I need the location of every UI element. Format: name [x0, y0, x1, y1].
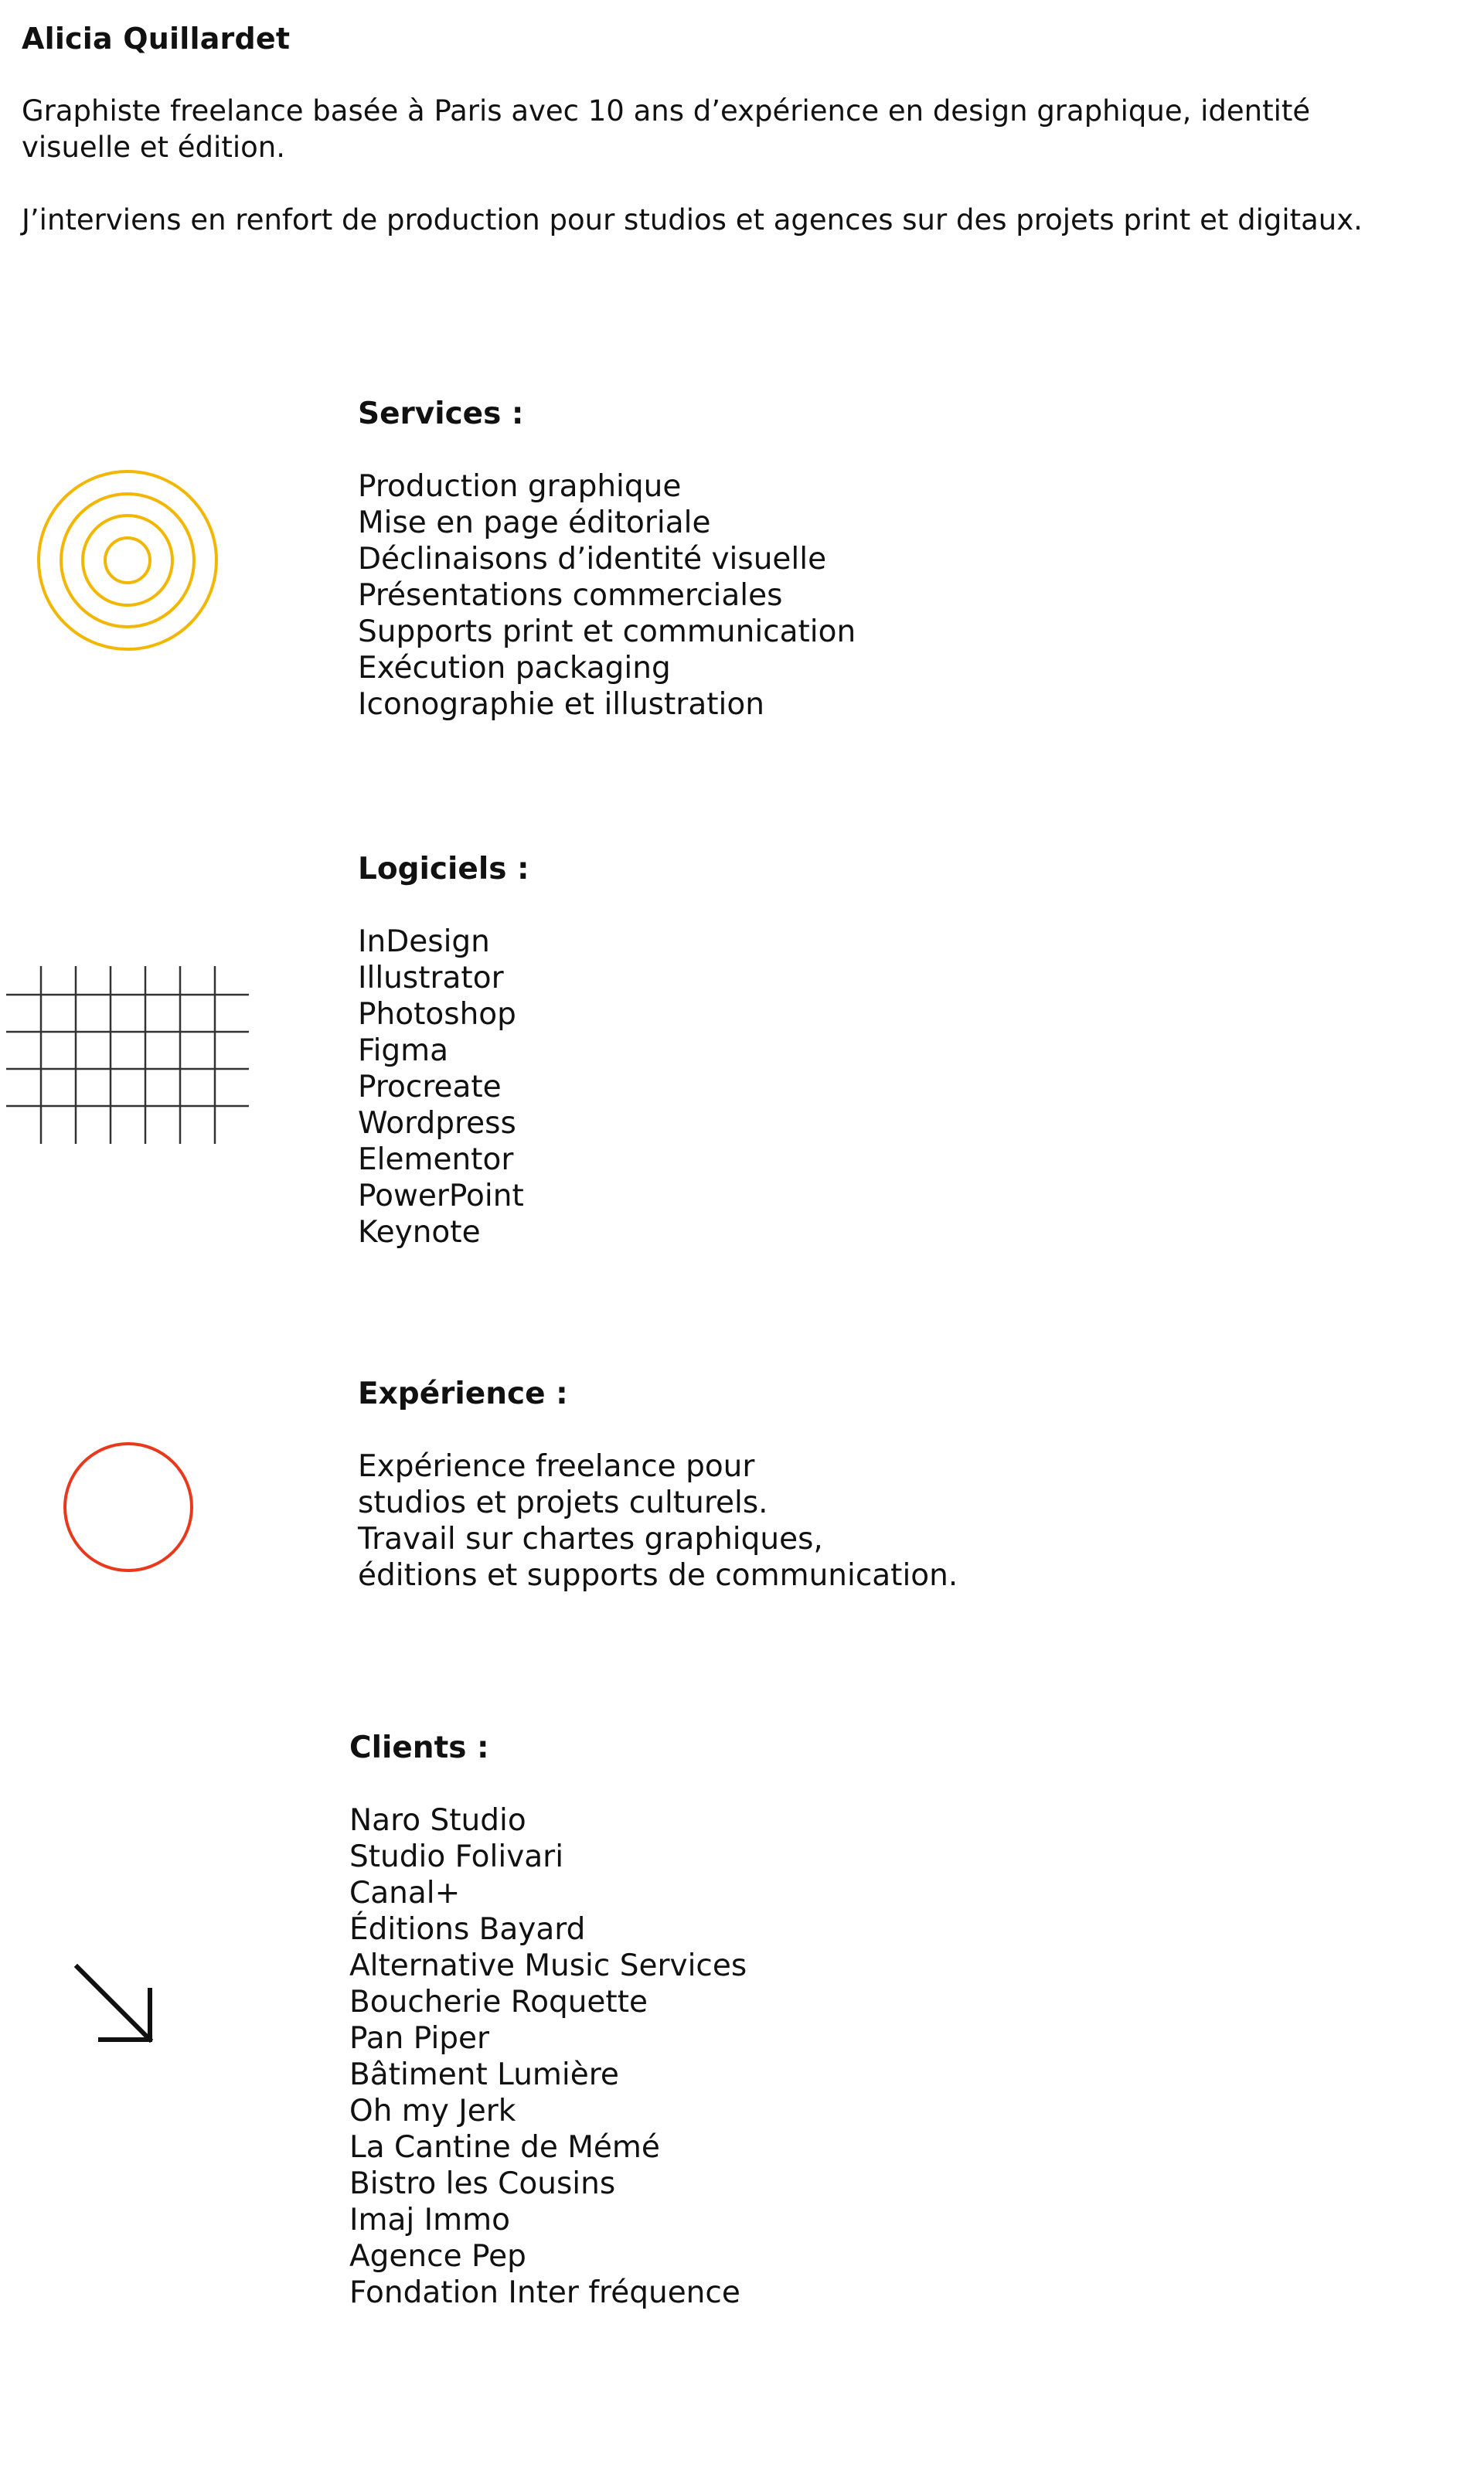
- clients-list: [349, 1802, 747, 2311]
- logiciels-item: Illustrator: [358, 961, 504, 995]
- experience-line: éditions et supports de communication.: [358, 1558, 958, 1593]
- services-item: Présentations commerciales: [358, 578, 783, 613]
- clients-item: Imaj Immo: [349, 2203, 510, 2237]
- experience-text: [358, 1448, 958, 1594]
- clients-item: Boucherie Roquette: [349, 1985, 648, 2020]
- experience-section: [358, 1376, 958, 1594]
- experience-line: studios et projets culturels.: [358, 1485, 768, 1520]
- clients-heading: Clients :: [349, 1730, 489, 1765]
- logiciels-item: Figma: [358, 1033, 449, 1068]
- services-item: Iconographie et illustration: [358, 687, 764, 722]
- clients-item: Naro Studio: [349, 1803, 526, 1838]
- services-item: Supports print et communication: [358, 614, 856, 649]
- clients-item: Fondation Inter fréquence: [349, 2275, 740, 2310]
- services-section: [358, 396, 856, 723]
- clients-item: Canal+: [349, 1876, 461, 1911]
- experience-line: Travail sur chartes graphiques,: [358, 1522, 823, 1557]
- logiciels-item: Procreate: [358, 1070, 502, 1104]
- clients-item: Bistro les Cousins: [349, 2166, 616, 2201]
- services-list: [358, 468, 856, 723]
- profile-name: Alicia Quillardet: [22, 22, 291, 56]
- logiciels-item: InDesign: [358, 924, 490, 959]
- logiciels-item: Keynote: [358, 1215, 481, 1250]
- clients-item: Oh my Jerk: [349, 2094, 516, 2129]
- logiciels-item: Elementor: [358, 1142, 514, 1177]
- clients-item: Éditions Bayard: [349, 1912, 586, 1947]
- logiciels-item: Wordpress: [358, 1106, 516, 1141]
- intro: [22, 93, 1413, 238]
- services-item: Déclinaisons d’identité visuelle: [358, 542, 827, 577]
- logiciels-section: [358, 851, 529, 1251]
- intro-paragraph-2: J’interviens en renfort de production pour studios et agences sur des projets print et digitaux.: [22, 203, 1363, 237]
- services-item: Mise en page éditoriale: [358, 505, 711, 540]
- clients-item: Bâtiment Lumière: [349, 2057, 619, 2092]
- grid-icon: [0, 958, 255, 1152]
- concentric-circles-icon: [31, 464, 224, 657]
- services-item: Exécution packaging: [358, 651, 671, 686]
- intro-paragraph-1: Graphiste freelance basée à Paris avec 10 ans d’expérience en design graphique, identité visuelle et édition.: [22, 94, 1311, 164]
- clients-item: La Cantine de Mémé: [349, 2130, 660, 2165]
- clients-item: Pan Piper: [349, 2021, 490, 2056]
- logiciels-item: PowerPoint: [358, 1179, 524, 1213]
- experience-line: Expérience freelance pour: [358, 1449, 755, 1484]
- circle-outline-icon: [59, 1438, 198, 1577]
- clients-section: [349, 1730, 747, 2311]
- clients-item: Alternative Music Services: [349, 1948, 747, 1983]
- services-item: Production graphique: [358, 469, 682, 504]
- clients-item: Agence Pep: [349, 2239, 526, 2274]
- logiciels-heading: Logiciels :: [358, 852, 529, 886]
- logiciels-list: [358, 924, 529, 1251]
- experience-heading: Expérience :: [358, 1377, 568, 1411]
- arrow-down-right-icon: [70, 1959, 162, 2052]
- clients-item: Studio Folivari: [349, 1839, 564, 1874]
- logiciels-item: Photoshop: [358, 997, 516, 1032]
- services-heading: Services :: [358, 396, 524, 431]
